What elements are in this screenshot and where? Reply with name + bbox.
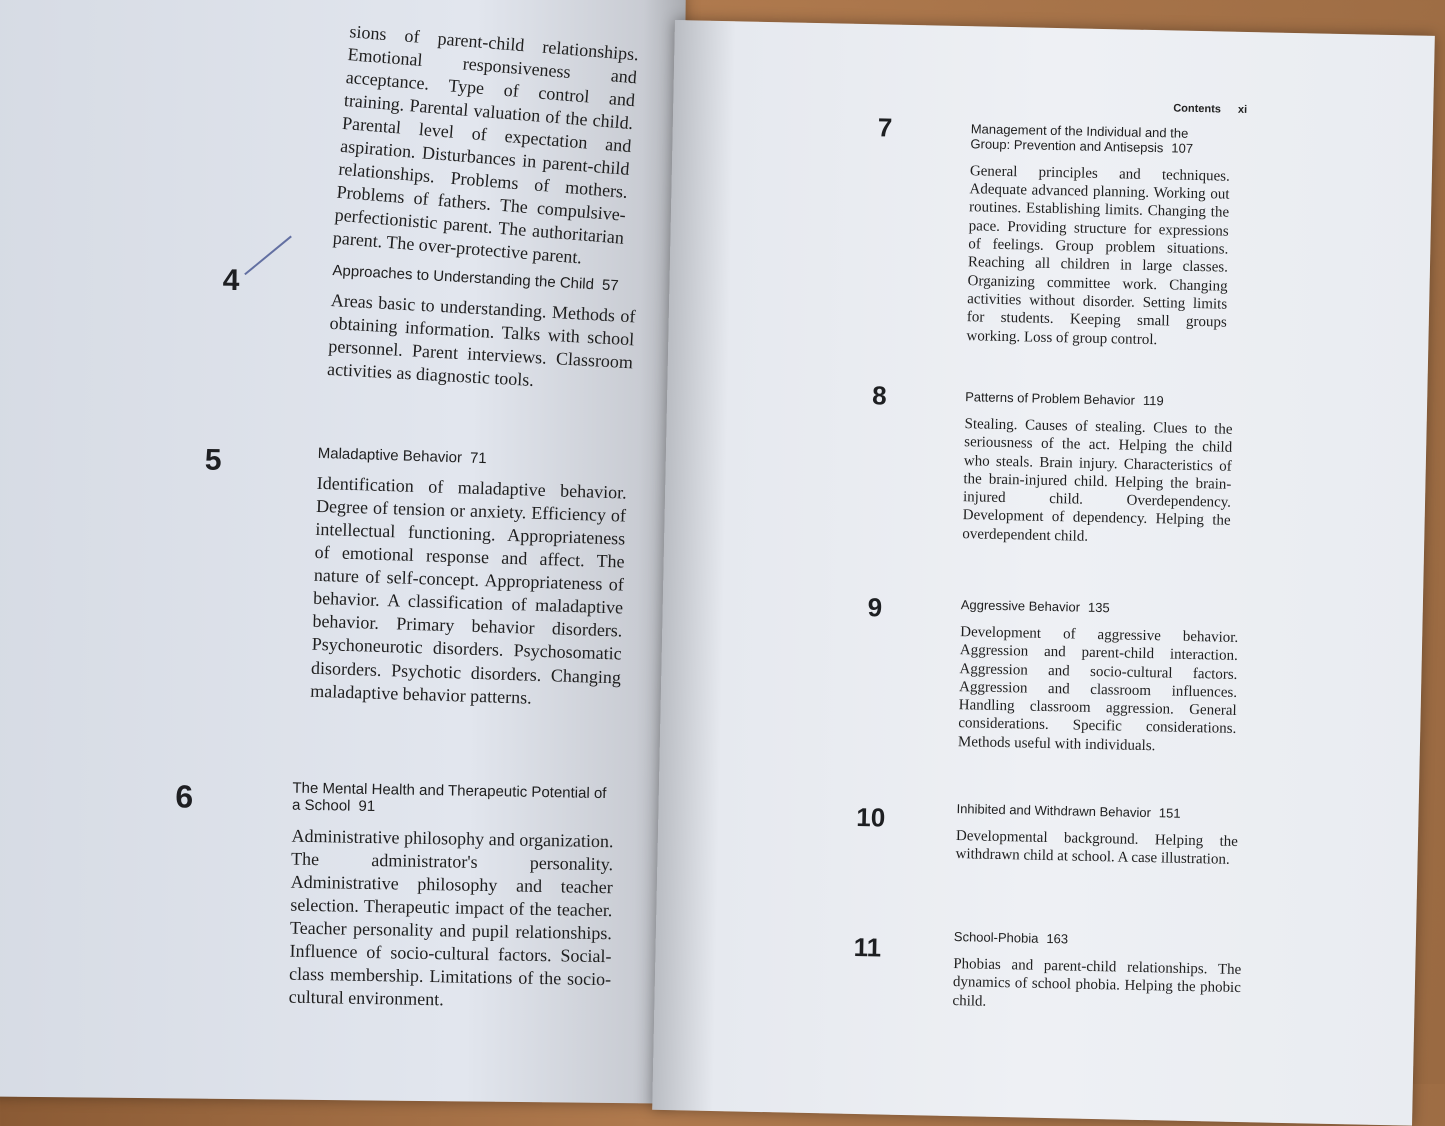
chapter-summary: sions of parent-child relationships. Emotional responsiveness and acceptance. Type of control and training. Parental valuation of the child. Parental level of expectation and aspiration. Disturbances in parent-child relationships. Problems of mothers. Problems of fathers. The compulsive-perfectionistic parent. The authoritarian parent. The over-protective parent. (332, 21, 640, 268)
chapter-title-text: Aggressive Behavior (960, 597, 1081, 615)
chapter-page-number: 151 (1158, 805, 1181, 821)
chapter-page-number: 135 (1087, 599, 1110, 616)
right-page (652, 20, 1435, 1126)
chapter-title (961, 598, 1239, 619)
chapter-title-text: Management of the Individual and the Group: Prevention and Antisepsis (970, 121, 1189, 156)
chapter-number-6: 6 (175, 778, 194, 815)
chapter-title-text: Approaches to Understanding the Child (332, 262, 595, 294)
chapter-9 (958, 598, 1239, 757)
chapter-summary: Identification of maladaptive behavior. Degree of tension or anxiety. Efficiency of intellectual functioning. Appropriateness of emotional response and affect. The nature of self-concept. Appropriateness of behavior. A classification of maladaptive behavior. Primary behavior disorders. Psychoneurotic disorders. Psychosomatic disorders. Psychotic disorders. Changing maladaptive behavior patterns. (310, 473, 628, 708)
chapter-summary: Phobias and parent-child relationships. The dynamics of school phobia. Helping the phobic child. (952, 955, 1242, 1010)
chapter-number-8: 8 (871, 380, 887, 411)
chapter-title-text: Patterns of Problem Behavior (965, 389, 1136, 408)
chapter-number-10: 10 (856, 801, 886, 833)
running-head (1173, 102, 1247, 116)
chapter-number-4: 4 (222, 263, 240, 298)
chapter-title (970, 122, 1231, 157)
chapter-title (954, 930, 1242, 951)
chapter-title-text: The Mental Health and Therapeutic Potential of a School (291, 779, 607, 815)
folio: xi (1237, 103, 1248, 117)
chapter-number-5: 5 (204, 443, 222, 477)
chapter-page-number: 163 (1046, 930, 1069, 947)
chapter-8 (962, 390, 1233, 549)
chapter-title-text: School-Phobia (953, 929, 1039, 946)
chapter-summary: Areas basic to understanding. Methods of obtaining information. Talks with school personnel. Parent interviews. Classroom activities as diagnostic tools. (326, 290, 636, 391)
chapter-number-7: 7 (877, 112, 893, 143)
chapter-4 (327, 262, 638, 398)
chapter-6 (289, 780, 615, 1014)
chapter-title (292, 780, 615, 820)
running-head-title: Contents (1173, 102, 1222, 116)
chapter-title-text: Maladaptive Behavior (317, 444, 463, 467)
chapter-summary: Developmental background. Helping the withdrawn child at school. A case illustration. (955, 828, 1239, 869)
chapter-title (318, 445, 628, 472)
chapter-summary: Stealing. Causes of stealing. Clues to the seriousness of the act. Helping the child who steals. Brain injury. Characteristics of the brain-injured child. Helping the brain-injured child. Overdependency. Development of dependency. Helping the overdependent child. (962, 416, 1233, 545)
pen-mark (244, 236, 292, 276)
chapter-5 (310, 445, 628, 712)
chapter-title (965, 390, 1233, 411)
chapter-title (956, 802, 1238, 823)
chapter-11 (952, 930, 1242, 1016)
chapter-page-number: 71 (469, 449, 487, 468)
chapter-7 (966, 122, 1231, 350)
chapter-summary: Development of aggressive behavior. Aggression and parent-child interaction. Aggression and socio-cultural factors. Aggression and classroom influences. Handling classroom aggression. General considerations. Specific considerations. Methods useful with individuals. (957, 624, 1239, 754)
chapter-3-continued (332, 20, 640, 273)
chapter-number-11: 11 (853, 931, 882, 963)
chapter-page-number: 91 (358, 798, 376, 816)
chapter-10 (955, 802, 1238, 869)
chapter-summary: General principles and techniques. Adequate advanced planning. Working out routines. Establishing limits. Changing the pace. Providing structure for expressions of feelings. Group problem situations. Reaching all children in large classes. Organizing committee work. Changing activities without disorder. Setting limits for students. Keeping small groups working. Loss of group control. (966, 163, 1231, 348)
chapter-number-9: 9 (867, 592, 883, 623)
chapter-title-text: Inhibited and Withdrawn Behavior (956, 801, 1152, 821)
chapter-page-number: 119 (1142, 392, 1164, 409)
chapter-page-number: 107 (1171, 140, 1194, 156)
left-page (0, 0, 686, 1104)
chapter-page-number: 57 (601, 276, 620, 295)
chapter-summary: Administrative philosophy and organization. The administrator's personality. Administrative philosophy and teacher selection. Therapeutic impact of the teacher. Teacher personality and pupil relationships. Influence of socio-cultural factors. Social-class membership. Limitations of the socio-cultural environment. (288, 825, 614, 1010)
